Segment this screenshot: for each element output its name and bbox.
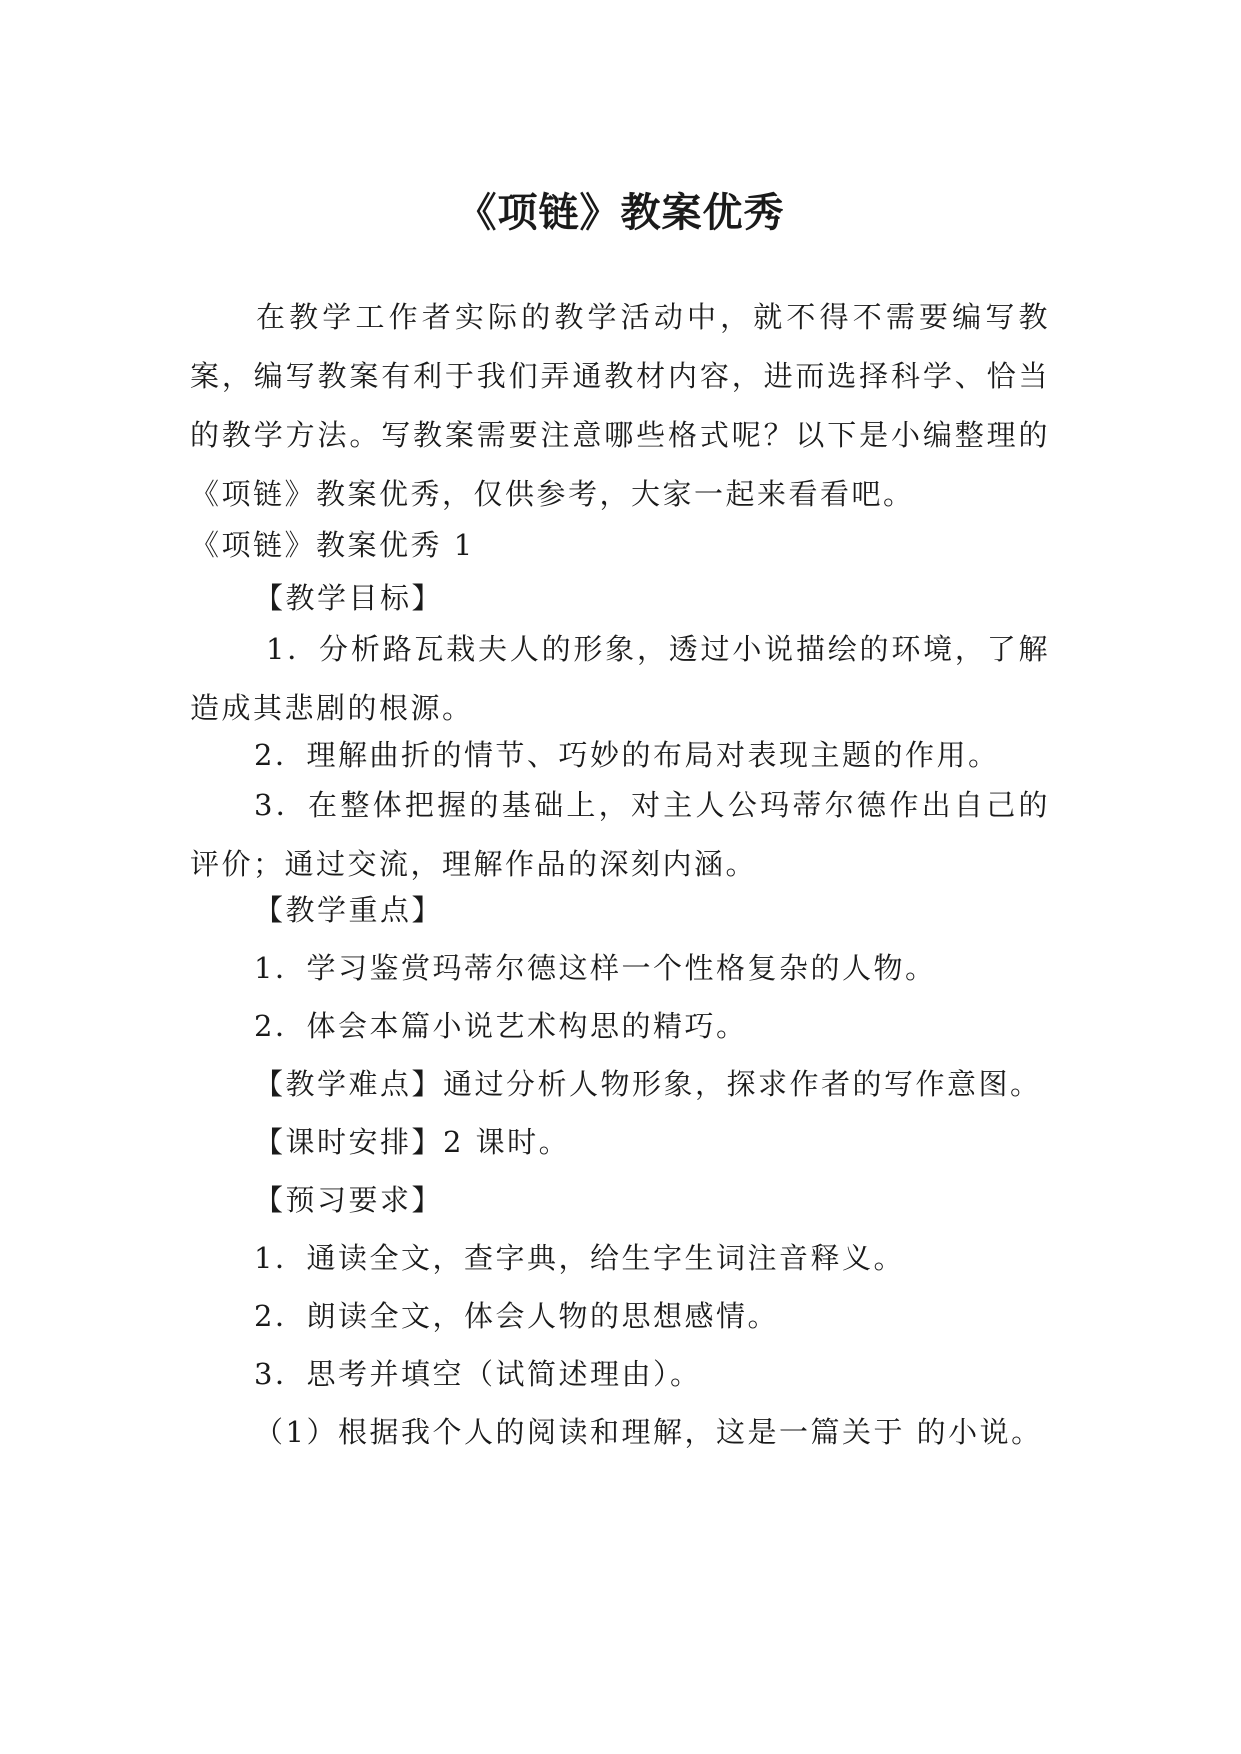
- objective-item: 2．理解曲折的情节、巧妙的布局对表现主题的作用。: [254, 738, 1000, 772]
- objective-item: 3．在整体把握的基础上，对主人公玛蒂尔德作出自己的评价；通过交流，理解作品的深刻内涵。: [190, 788, 1050, 881]
- preview-item: 2．朗读全文，体会人物的思想感情。: [254, 1299, 779, 1333]
- preview-subitem: （1）根据我个人的阅读和理解，这是一篇关于 的小说。: [254, 1415, 1043, 1449]
- key-point-item: 2．体会本篇小说艺术构思的精巧。: [254, 1009, 748, 1043]
- document-title: 《项链》教案优秀: [456, 189, 785, 236]
- preview-heading: 【预习要求】: [254, 1183, 444, 1217]
- preview-item: 3．思考并填空（试简述理由）。: [254, 1357, 702, 1391]
- difficulty-line: 【教学难点】通过分析人物形象，探求作者的写作意图。: [254, 1067, 1042, 1101]
- objective-item: 1．分析路瓦栽夫人的形象，透过小说描绘的环境，了解造成其悲剧的根源。: [190, 632, 1050, 725]
- intro-paragraph: 在教学工作者实际的教学活动中，就不得不需要编写教案，编写教案有利于我们弄通教材内容，进而选择科学、恰当的教学方法。写教案需要注意哪些格式呢？以下是小编整理的《项链》教案优秀，仅供参考，大家一起来看看吧。: [190, 300, 1050, 511]
- section-heading: 《项链》教案优秀 1: [190, 528, 475, 562]
- preview-item: 1．通读全文，查字典，给生字生词注音释义。: [254, 1241, 905, 1275]
- key-points-heading: 【教学重点】: [254, 893, 444, 927]
- key-point-item: 1．学习鉴赏玛蒂尔德这样一个性格复杂的人物。: [254, 951, 937, 985]
- objectives-heading: 【教学目标】: [254, 581, 444, 615]
- schedule-line: 【课时安排】2 课时。: [254, 1125, 571, 1159]
